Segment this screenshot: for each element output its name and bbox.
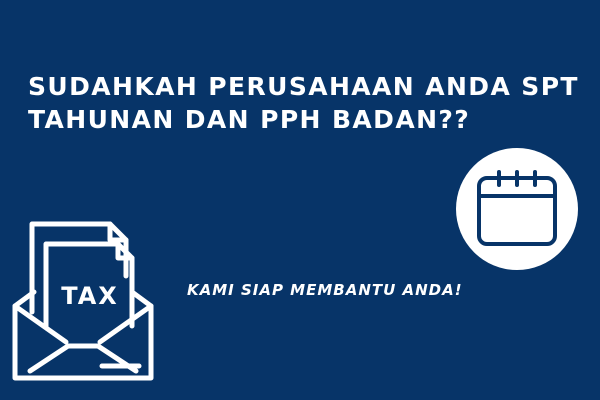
headline-line-2: TAHUNAN DAN PPH BADAN?? — [28, 105, 471, 134]
tax-envelope-icon — [8, 218, 158, 390]
calendar-icon — [456, 148, 578, 270]
tagline: KAMI SIAP MEMBANTU ANDA! — [187, 281, 463, 299]
headline-line-1: SUDAHKAH PERUSAHAAN ANDA SPT — [28, 72, 579, 101]
headline — [28, 70, 588, 136]
calendar-badge — [456, 148, 578, 270]
tax-label: TAX — [61, 282, 119, 310]
